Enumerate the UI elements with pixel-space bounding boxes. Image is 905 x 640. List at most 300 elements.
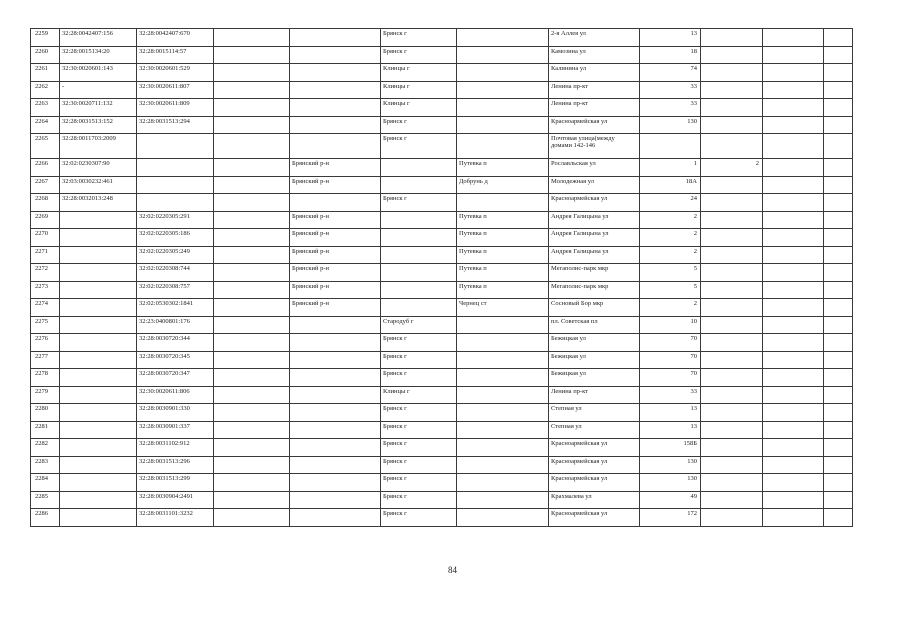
district-cell xyxy=(290,116,381,134)
house-cell xyxy=(640,134,701,159)
city-cell: Брянск г xyxy=(381,439,457,457)
table-row xyxy=(31,46,853,64)
empty-cell xyxy=(824,316,853,334)
street-cell: Степная ул xyxy=(549,421,640,439)
extra-cell xyxy=(701,246,763,264)
street-cell: 2-я Аллея ул xyxy=(549,29,640,47)
extra-cell xyxy=(701,369,763,387)
settlement-cell xyxy=(457,439,549,457)
empty-cell xyxy=(824,211,853,229)
page-number: 84 xyxy=(448,565,457,575)
extra-cell xyxy=(701,404,763,422)
blank-cell xyxy=(214,159,290,177)
city-cell: Брянск г xyxy=(381,29,457,47)
city-cell: Брянск г xyxy=(381,334,457,352)
city-cell: Клинцы г xyxy=(381,99,457,117)
registry-table xyxy=(30,28,853,527)
house-cell: 13 xyxy=(640,29,701,47)
street-cell: Красноармейская ул xyxy=(549,194,640,212)
settlement-cell xyxy=(457,64,549,82)
extra-cell: 2 xyxy=(701,159,763,177)
cadastral-new-cell: 32:30:0020611:806 xyxy=(137,386,214,404)
cadastral-old-cell: 32:28:0031513:152 xyxy=(60,116,137,134)
extra-cell xyxy=(701,491,763,509)
cadastral-new-cell xyxy=(137,159,214,177)
house-cell: 70 xyxy=(640,351,701,369)
cadastral-old-cell: 32:02:0230307:90 xyxy=(60,159,137,177)
city-cell: Брянск г xyxy=(381,369,457,387)
empty-cell xyxy=(824,369,853,387)
row-number-cell: 2262 xyxy=(31,81,60,99)
settlement-cell xyxy=(457,404,549,422)
city-cell: Клинцы г xyxy=(381,81,457,99)
settlement-cell xyxy=(457,456,549,474)
house-cell: 13 xyxy=(640,421,701,439)
empty-cell xyxy=(824,474,853,492)
table-row xyxy=(31,281,853,299)
settlement-cell xyxy=(457,99,549,117)
table-body xyxy=(31,29,853,527)
settlement-cell xyxy=(457,116,549,134)
extra-cell xyxy=(701,334,763,352)
table-row xyxy=(31,159,853,177)
settlement-cell xyxy=(457,509,549,527)
house-cell: 1 xyxy=(640,159,701,177)
table-row xyxy=(31,474,853,492)
empty-cell xyxy=(763,99,824,117)
empty-cell xyxy=(763,351,824,369)
empty-cell xyxy=(763,509,824,527)
city-cell xyxy=(381,229,457,247)
street-cell: пл. Советская пл xyxy=(549,316,640,334)
blank-cell xyxy=(214,264,290,282)
empty-cell xyxy=(763,281,824,299)
house-cell: 49 xyxy=(640,491,701,509)
cadastral-old-cell xyxy=(60,299,137,317)
settlement-cell: Путевка п xyxy=(457,281,549,299)
table-row xyxy=(31,176,853,194)
empty-cell xyxy=(824,229,853,247)
cadastral-new-cell: 32:02:0220305:249 xyxy=(137,246,214,264)
extra-cell xyxy=(701,474,763,492)
settlement-cell: Добрунь д xyxy=(457,176,549,194)
table-row xyxy=(31,299,853,317)
cadastral-new-cell: 32:28:0031102:912 xyxy=(137,439,214,457)
blank-cell xyxy=(214,456,290,474)
table-row xyxy=(31,211,853,229)
empty-cell xyxy=(824,351,853,369)
house-cell: 2 xyxy=(640,229,701,247)
house-cell: 2 xyxy=(640,299,701,317)
empty-cell xyxy=(763,456,824,474)
row-number-cell: 2278 xyxy=(31,369,60,387)
table-row xyxy=(31,116,853,134)
row-number-cell: 2272 xyxy=(31,264,60,282)
cadastral-old-cell xyxy=(60,369,137,387)
empty-cell xyxy=(824,246,853,264)
cadastral-new-cell xyxy=(137,176,214,194)
row-number-cell: 2284 xyxy=(31,474,60,492)
settlement-cell: Путевка п xyxy=(457,229,549,247)
blank-cell xyxy=(214,509,290,527)
cadastral-old-cell: 32:28:0032013:248 xyxy=(60,194,137,212)
house-cell: 5 xyxy=(640,264,701,282)
cadastral-old-cell: 32:30:0020711:132 xyxy=(60,99,137,117)
street-cell: Бежицкая ул xyxy=(549,369,640,387)
extra-cell xyxy=(701,81,763,99)
district-cell xyxy=(290,509,381,527)
row-number-cell: 2271 xyxy=(31,246,60,264)
district-cell: Брянский р-н xyxy=(290,281,381,299)
table-row xyxy=(31,404,853,422)
blank-cell xyxy=(214,299,290,317)
extra-cell xyxy=(701,176,763,194)
district-cell: Брянский р-н xyxy=(290,246,381,264)
empty-cell xyxy=(824,491,853,509)
empty-cell xyxy=(824,29,853,47)
cadastral-old-cell xyxy=(60,229,137,247)
settlement-cell xyxy=(457,46,549,64)
empty-cell xyxy=(763,116,824,134)
blank-cell xyxy=(214,491,290,509)
settlement-cell xyxy=(457,194,549,212)
blank-cell xyxy=(214,421,290,439)
cadastral-new-cell: 32:28:0030720:347 xyxy=(137,369,214,387)
street-cell: Сосновый Бор мкр xyxy=(549,299,640,317)
blank-cell xyxy=(214,246,290,264)
cadastral-new-cell: 32:02:0220308:757 xyxy=(137,281,214,299)
extra-cell xyxy=(701,116,763,134)
district-cell xyxy=(290,474,381,492)
cadastral-new-cell: 32:30:0020611:807 xyxy=(137,81,214,99)
district-cell xyxy=(290,46,381,64)
row-number-cell: 2281 xyxy=(31,421,60,439)
cadastral-new-cell: 32:28:0042407:670 xyxy=(137,29,214,47)
street-cell: Мегаполис-парк мкр xyxy=(549,281,640,299)
blank-cell xyxy=(214,281,290,299)
city-cell: Брянск г xyxy=(381,194,457,212)
extra-cell xyxy=(701,439,763,457)
blank-cell xyxy=(214,99,290,117)
city-cell: Брянск г xyxy=(381,46,457,64)
table-row xyxy=(31,64,853,82)
cadastral-new-cell: 32:28:0030904:2491 xyxy=(137,491,214,509)
row-number-cell: 2267 xyxy=(31,176,60,194)
district-cell xyxy=(290,421,381,439)
cadastral-old-cell xyxy=(60,491,137,509)
cadastral-new-cell: 32:28:0031513:299 xyxy=(137,474,214,492)
city-cell: Брянск г xyxy=(381,421,457,439)
district-cell xyxy=(290,64,381,82)
row-number-cell: 2282 xyxy=(31,439,60,457)
cadastral-old-cell xyxy=(60,316,137,334)
city-cell: Стародуб г xyxy=(381,316,457,334)
cadastral-old-cell xyxy=(60,509,137,527)
row-number-cell: 2285 xyxy=(31,491,60,509)
cadastral-old-cell xyxy=(60,264,137,282)
settlement-cell xyxy=(457,386,549,404)
street-cell: Бежицкая ул xyxy=(549,351,640,369)
district-cell: Брянский р-н xyxy=(290,211,381,229)
extra-cell xyxy=(701,509,763,527)
city-cell: Брянск г xyxy=(381,404,457,422)
extra-cell xyxy=(701,134,763,159)
street-cell: Камозина ул xyxy=(549,46,640,64)
empty-cell xyxy=(763,194,824,212)
extra-cell xyxy=(701,316,763,334)
empty-cell xyxy=(824,386,853,404)
empty-cell xyxy=(824,421,853,439)
blank-cell xyxy=(214,351,290,369)
row-number-cell: 2270 xyxy=(31,229,60,247)
district-cell xyxy=(290,351,381,369)
row-number-cell: 2279 xyxy=(31,386,60,404)
cadastral-new-cell: 32:30:0020601:529 xyxy=(137,64,214,82)
table-row xyxy=(31,29,853,47)
blank-cell xyxy=(214,134,290,159)
street-cell: Калинина ул xyxy=(549,64,640,82)
cadastral-old-cell: - xyxy=(60,81,137,99)
table-row xyxy=(31,369,853,387)
city-cell: Клинцы г xyxy=(381,64,457,82)
blank-cell xyxy=(214,46,290,64)
city-cell: Брянск г xyxy=(381,456,457,474)
house-cell: 158Б xyxy=(640,439,701,457)
city-cell xyxy=(381,299,457,317)
settlement-cell: Путевка п xyxy=(457,246,549,264)
row-number-cell: 2261 xyxy=(31,64,60,82)
district-cell: Брянский р-н xyxy=(290,264,381,282)
table-row xyxy=(31,99,853,117)
blank-cell xyxy=(214,116,290,134)
extra-cell xyxy=(701,421,763,439)
district-cell xyxy=(290,81,381,99)
table-row xyxy=(31,264,853,282)
empty-cell xyxy=(763,491,824,509)
extra-cell xyxy=(701,386,763,404)
table-row xyxy=(31,194,853,212)
empty-cell xyxy=(824,264,853,282)
blank-cell xyxy=(214,176,290,194)
row-number-cell: 2273 xyxy=(31,281,60,299)
cadastral-new-cell: 32:02:0220305:291 xyxy=(137,211,214,229)
district-cell: Брянский р-н xyxy=(290,159,381,177)
district-cell xyxy=(290,99,381,117)
cadastral-new-cell: 32:28:0030720:345 xyxy=(137,351,214,369)
city-cell: Брянск г xyxy=(381,116,457,134)
blank-cell xyxy=(214,439,290,457)
district-cell xyxy=(290,386,381,404)
house-cell: 74 xyxy=(640,64,701,82)
street-cell: Красноармейская ул xyxy=(549,116,640,134)
cadastral-old-cell xyxy=(60,456,137,474)
house-cell: 130 xyxy=(640,474,701,492)
house-cell: 33 xyxy=(640,99,701,117)
extra-cell xyxy=(701,351,763,369)
row-number-cell: 2259 xyxy=(31,29,60,47)
table-row xyxy=(31,386,853,404)
table-row xyxy=(31,246,853,264)
cadastral-old-cell xyxy=(60,211,137,229)
house-cell: 33 xyxy=(640,386,701,404)
empty-cell xyxy=(824,159,853,177)
table-row xyxy=(31,439,853,457)
empty-cell xyxy=(824,99,853,117)
cadastral-old-cell xyxy=(60,334,137,352)
empty-cell xyxy=(763,386,824,404)
empty-cell xyxy=(763,29,824,47)
city-cell xyxy=(381,159,457,177)
extra-cell xyxy=(701,456,763,474)
empty-cell xyxy=(824,281,853,299)
settlement-cell xyxy=(457,316,549,334)
extra-cell xyxy=(701,264,763,282)
blank-cell xyxy=(214,404,290,422)
settlement-cell xyxy=(457,134,549,159)
house-cell: 33 xyxy=(640,81,701,99)
district-cell xyxy=(290,134,381,159)
empty-cell xyxy=(824,134,853,159)
empty-cell xyxy=(824,439,853,457)
district-cell xyxy=(290,334,381,352)
blank-cell xyxy=(214,386,290,404)
extra-cell xyxy=(701,194,763,212)
city-cell: Брянск г xyxy=(381,351,457,369)
street-cell: Ленина пр-кт xyxy=(549,81,640,99)
settlement-cell xyxy=(457,81,549,99)
house-cell: 10 xyxy=(640,316,701,334)
settlement-cell xyxy=(457,29,549,47)
house-cell: 172 xyxy=(640,509,701,527)
settlement-cell: Путевка п xyxy=(457,159,549,177)
table-row xyxy=(31,351,853,369)
city-cell xyxy=(381,264,457,282)
district-cell xyxy=(290,404,381,422)
table-row xyxy=(31,81,853,99)
cadastral-old-cell: 32:28:0011703:2009 xyxy=(60,134,137,159)
district-cell xyxy=(290,316,381,334)
street-cell: Ленина пр-кт xyxy=(549,386,640,404)
house-cell: 130 xyxy=(640,456,701,474)
extra-cell xyxy=(701,46,763,64)
street-cell: Красноармейская ул xyxy=(549,456,640,474)
row-number-cell: 2264 xyxy=(31,116,60,134)
blank-cell xyxy=(214,334,290,352)
cadastral-new-cell xyxy=(137,194,214,212)
cadastral-new-cell xyxy=(137,134,214,159)
table-row xyxy=(31,334,853,352)
empty-cell xyxy=(763,64,824,82)
empty-cell xyxy=(763,246,824,264)
district-cell xyxy=(290,194,381,212)
empty-cell xyxy=(824,509,853,527)
district-cell xyxy=(290,456,381,474)
table-row xyxy=(31,491,853,509)
cadastral-old-cell xyxy=(60,474,137,492)
empty-cell xyxy=(763,421,824,439)
cadastral-new-cell: 32:28:0031513:296 xyxy=(137,456,214,474)
cadastral-old-cell xyxy=(60,386,137,404)
house-cell: 2 xyxy=(640,246,701,264)
empty-cell xyxy=(763,46,824,64)
cadastral-new-cell: 32:28:0030720:344 xyxy=(137,334,214,352)
extra-cell xyxy=(701,281,763,299)
row-number-cell: 2277 xyxy=(31,351,60,369)
blank-cell xyxy=(214,316,290,334)
district-cell xyxy=(290,369,381,387)
cadastral-new-cell: 32:02:0220308:744 xyxy=(137,264,214,282)
cadastral-new-cell: 32:28:0031513:294 xyxy=(137,116,214,134)
blank-cell xyxy=(214,81,290,99)
cadastral-old-cell: 32:03:0030232:461 xyxy=(60,176,137,194)
blank-cell xyxy=(214,229,290,247)
street-cell: Мегаполис-парк мкр xyxy=(549,264,640,282)
row-number-cell: 2265 xyxy=(31,134,60,159)
settlement-cell: Путевка п xyxy=(457,211,549,229)
street-cell: Красноармейская ул xyxy=(549,439,640,457)
blank-cell xyxy=(214,29,290,47)
street-cell: Красноармейская ул xyxy=(549,474,640,492)
table-row xyxy=(31,229,853,247)
street-cell: Андрея Галицына ул xyxy=(549,211,640,229)
table-row xyxy=(31,316,853,334)
cadastral-old-cell: 32:30:0020601:143 xyxy=(60,64,137,82)
settlement-cell xyxy=(457,351,549,369)
cadastral-new-cell: 32:28:0031101:3232 xyxy=(137,509,214,527)
empty-cell xyxy=(763,159,824,177)
empty-cell xyxy=(763,264,824,282)
blank-cell xyxy=(214,211,290,229)
extra-cell xyxy=(701,99,763,117)
empty-cell xyxy=(824,404,853,422)
empty-cell xyxy=(763,474,824,492)
cadastral-old-cell: 32:28:0015134:20 xyxy=(60,46,137,64)
cadastral-old-cell xyxy=(60,439,137,457)
blank-cell xyxy=(214,64,290,82)
city-cell: Брянск г xyxy=(381,509,457,527)
cadastral-old-cell xyxy=(60,246,137,264)
settlement-cell xyxy=(457,474,549,492)
empty-cell xyxy=(763,229,824,247)
cadastral-new-cell: 32:02:0530302:1841 xyxy=(137,299,214,317)
city-cell: Клинцы г xyxy=(381,386,457,404)
row-number-cell: 2283 xyxy=(31,456,60,474)
empty-cell xyxy=(763,316,824,334)
empty-cell xyxy=(824,299,853,317)
blank-cell xyxy=(214,474,290,492)
city-cell xyxy=(381,176,457,194)
street-cell: Крахмалева ул xyxy=(549,491,640,509)
extra-cell xyxy=(701,29,763,47)
house-cell: 70 xyxy=(640,334,701,352)
cadastral-old-cell: 32:28:0042407:156 xyxy=(60,29,137,47)
row-number-cell: 2274 xyxy=(31,299,60,317)
table-row xyxy=(31,509,853,527)
empty-cell xyxy=(824,64,853,82)
empty-cell xyxy=(824,176,853,194)
district-cell: Брянский р-н xyxy=(290,229,381,247)
cadastral-new-cell: 32:28:0030901:330 xyxy=(137,404,214,422)
street-cell: Рославльская ул xyxy=(549,159,640,177)
empty-cell xyxy=(824,456,853,474)
settlement-cell xyxy=(457,334,549,352)
city-cell xyxy=(381,211,457,229)
table-row xyxy=(31,421,853,439)
empty-cell xyxy=(763,176,824,194)
cadastral-new-cell: 32:30:0020611:809 xyxy=(137,99,214,117)
empty-cell xyxy=(763,81,824,99)
district-cell: Брянский р-н xyxy=(290,299,381,317)
